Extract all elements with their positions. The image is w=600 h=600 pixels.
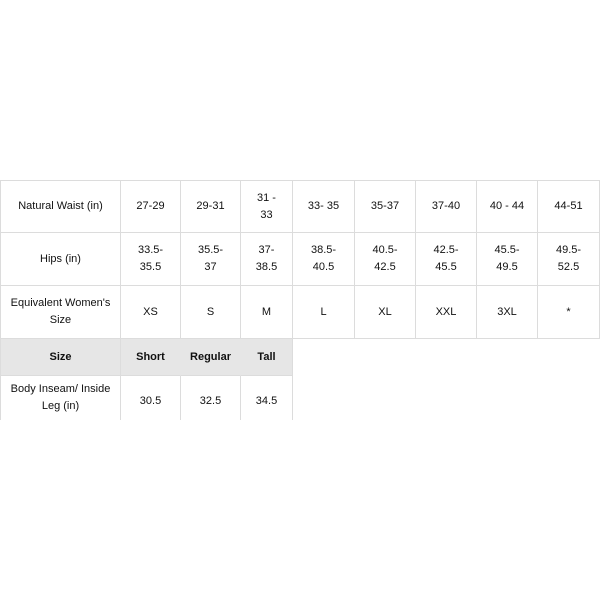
womens-size-cell-m: M — [241, 286, 293, 339]
inseam-row-label: Body Inseam/ Inside Leg (in) — [0, 376, 121, 420]
waist-cell-m: 31 - 33 — [241, 180, 293, 233]
hips-cell-l: 38.5- 40.5 — [293, 233, 355, 286]
hips-cell-xs: 33.5- 35.5 — [121, 233, 181, 286]
length-header-regular: Regular — [181, 339, 241, 376]
womens-size-cell-3xl: 3XL — [477, 286, 538, 339]
hips-cell-3xl: 45.5- 49.5 — [477, 233, 538, 286]
length-header-tall: Tall — [241, 339, 293, 376]
size-chart-table — [0, 180, 600, 420]
hips-cell-s: 35.5- 37 — [181, 233, 241, 286]
inseam-cell-regular: 32.5 — [181, 376, 241, 420]
waist-cell-3xl: 40 - 44 — [477, 180, 538, 233]
womens-size-cell-xxl: XXL — [416, 286, 477, 339]
womens-size-row-label: Equivalent Women's Size — [0, 286, 121, 339]
womens-size-cell-xs: XS — [121, 286, 181, 339]
hips-cell-extra: 49.5- 52.5 — [538, 233, 600, 286]
length-header-short: Short — [121, 339, 181, 376]
inseam-cell-short: 30.5 — [121, 376, 181, 420]
waist-cell-xs: 27-29 — [121, 180, 181, 233]
womens-size-cell-xl: XL — [355, 286, 416, 339]
waist-cell-s: 29-31 — [181, 180, 241, 233]
hips-row-label: Hips (in) — [0, 233, 121, 286]
inseam-cell-tall: 34.5 — [241, 376, 293, 420]
length-header-label: Size — [0, 339, 121, 376]
womens-size-cell-l: L — [293, 286, 355, 339]
waist-row-label: Natural Waist (in) — [0, 180, 121, 233]
hips-cell-xxl: 42.5- 45.5 — [416, 233, 477, 286]
waist-cell-xxl: 37-40 — [416, 180, 477, 233]
waist-cell-xl: 35-37 — [355, 180, 416, 233]
hips-cell-xl: 40.5- 42.5 — [355, 233, 416, 286]
waist-cell-extra: 44-51 — [538, 180, 600, 233]
womens-size-cell-s: S — [181, 286, 241, 339]
womens-size-cell-extra: * — [538, 286, 600, 339]
hips-cell-m: 37- 38.5 — [241, 233, 293, 286]
waist-cell-l: 33- 35 — [293, 180, 355, 233]
